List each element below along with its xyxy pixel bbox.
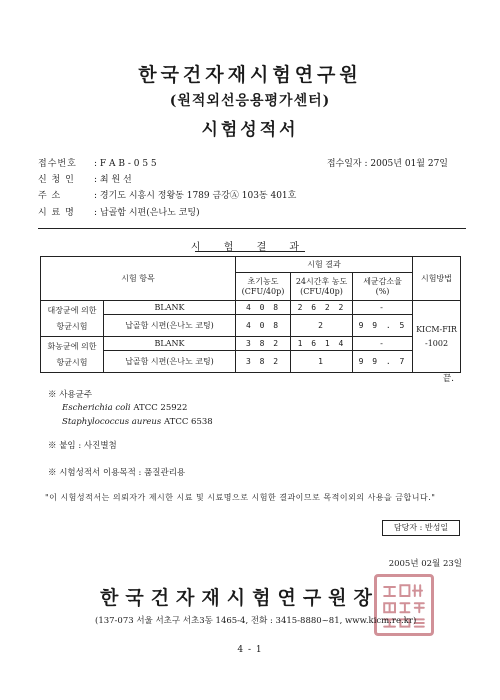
end-mark: 끝.: [442, 374, 454, 384]
address-row: [38, 188, 296, 201]
header-after24-conc: 24시간후 농도 (CFU/40p): [291, 273, 353, 301]
receipt-date-label: 접수일자: [326, 159, 362, 169]
sample-cell: BLANK: [104, 337, 236, 351]
strain-1: [62, 403, 187, 413]
table-row: [41, 337, 461, 351]
header-initial-conc: 초기농도 (CFU/40p): [236, 273, 291, 301]
results-table: [40, 256, 461, 373]
reduction-cell: 9 9 . 7: [353, 351, 413, 373]
address-label: 주 소: [38, 191, 62, 201]
receipt-number-label: 접수번호: [38, 159, 77, 169]
issue-date: 2005년 02월 23일: [388, 559, 462, 569]
after24-cell: 1 6 1 4: [291, 337, 353, 351]
after24-cell: 1: [291, 351, 353, 373]
director-signature: 한국건자재시험연구원장: [100, 587, 379, 609]
receipt-number-value: : F A B - 0 5 5: [94, 159, 157, 169]
group-name-ecoli: 대장균에 의한 항균시험: [41, 301, 104, 337]
strain-1-name: Escherichia coli: [62, 403, 131, 413]
strain-2: [62, 417, 213, 427]
attachment-note: ※ 붙임 : 사진별첨: [48, 441, 117, 451]
sample-cell: BLANK: [104, 301, 236, 315]
applicant-row: [38, 172, 132, 185]
after24-cell: 2: [291, 315, 353, 337]
page-number: 4 - 1: [237, 645, 263, 655]
reduction-cell: 9 9 . 5: [353, 315, 413, 337]
reduction-cell: -: [353, 301, 413, 315]
sample-name-row: [38, 205, 200, 218]
initial-cell: 4 0 8: [236, 315, 291, 337]
strain-2-name: Staphylococcus aureus: [62, 417, 162, 427]
applicant-value: : 최 원 선: [94, 175, 132, 185]
initial-cell: 4 0 8: [236, 301, 291, 315]
disclaimer-text: "이 시험성적서는 의뢰자가 제시한 시료 및 시료명으로 시험한 결과이므로 목적이외의 사용을 금합니다.": [45, 493, 436, 502]
reduction-cell: -: [353, 337, 413, 351]
strain-2-code: ATCC 6538: [161, 417, 213, 427]
manager-box: 담당자 : 반성일: [382, 520, 460, 536]
header-reduction-rate: 세균감소율 (%): [353, 273, 413, 301]
sample-name-value: : 납골함 시편(은나노 코팅): [94, 208, 200, 218]
group-name-saureus: 화농균에 의한 항균시험: [41, 337, 104, 373]
official-seal: [374, 574, 434, 636]
sample-cell: 납골함 시편(은나노 코팅): [104, 351, 236, 373]
header-test-item: 시험 항목: [41, 257, 236, 301]
initial-cell: 3 8 2: [236, 351, 291, 373]
strain-1-code: ATCC 25922: [130, 403, 188, 413]
header-test-result: 시험 결과: [236, 257, 413, 273]
applicant-label: 신 청 인: [38, 175, 75, 185]
sample-name-label: 시 료 명: [38, 208, 75, 218]
method-cell: KICM-FIR -1002: [413, 301, 461, 373]
org-title: 한국건자재시험연구원: [138, 64, 362, 86]
header-test-method: 시험방법: [413, 257, 461, 301]
sample-cell: 납골함 시편(은나노 코팅): [104, 315, 236, 337]
results-section-title: 시 험 결 과: [190, 242, 310, 253]
table-row: [41, 351, 461, 373]
receipt-date-row: [327, 156, 448, 169]
org-address: (137-073 서울 서초구 서초3동 1465-4, 전화 : 3415-8880~81, www.kicm.re.kr): [95, 616, 417, 626]
after24-cell: 2 6 2 2: [291, 301, 353, 315]
strains-label: ※ 사용균주: [48, 390, 93, 400]
address-value: : 경기도 시흥시 정왕동 1789 금강Ⓐ 103동 401호: [94, 191, 297, 201]
initial-cell: 3 8 2: [236, 337, 291, 351]
purpose-note: ※ 시험성적서 이용목적 : 품질관리용: [48, 468, 186, 478]
document-title: 시험성적서: [201, 120, 299, 140]
section-divider: [38, 228, 466, 229]
receipt-number-row: [38, 156, 157, 169]
table-row: [41, 315, 461, 337]
receipt-date-value: : 2005년 01월 27일: [364, 159, 448, 169]
table-row: [41, 301, 461, 315]
center-subtitle: (원적외선응용평가센터): [169, 93, 331, 109]
results-title-underline: [195, 251, 305, 252]
